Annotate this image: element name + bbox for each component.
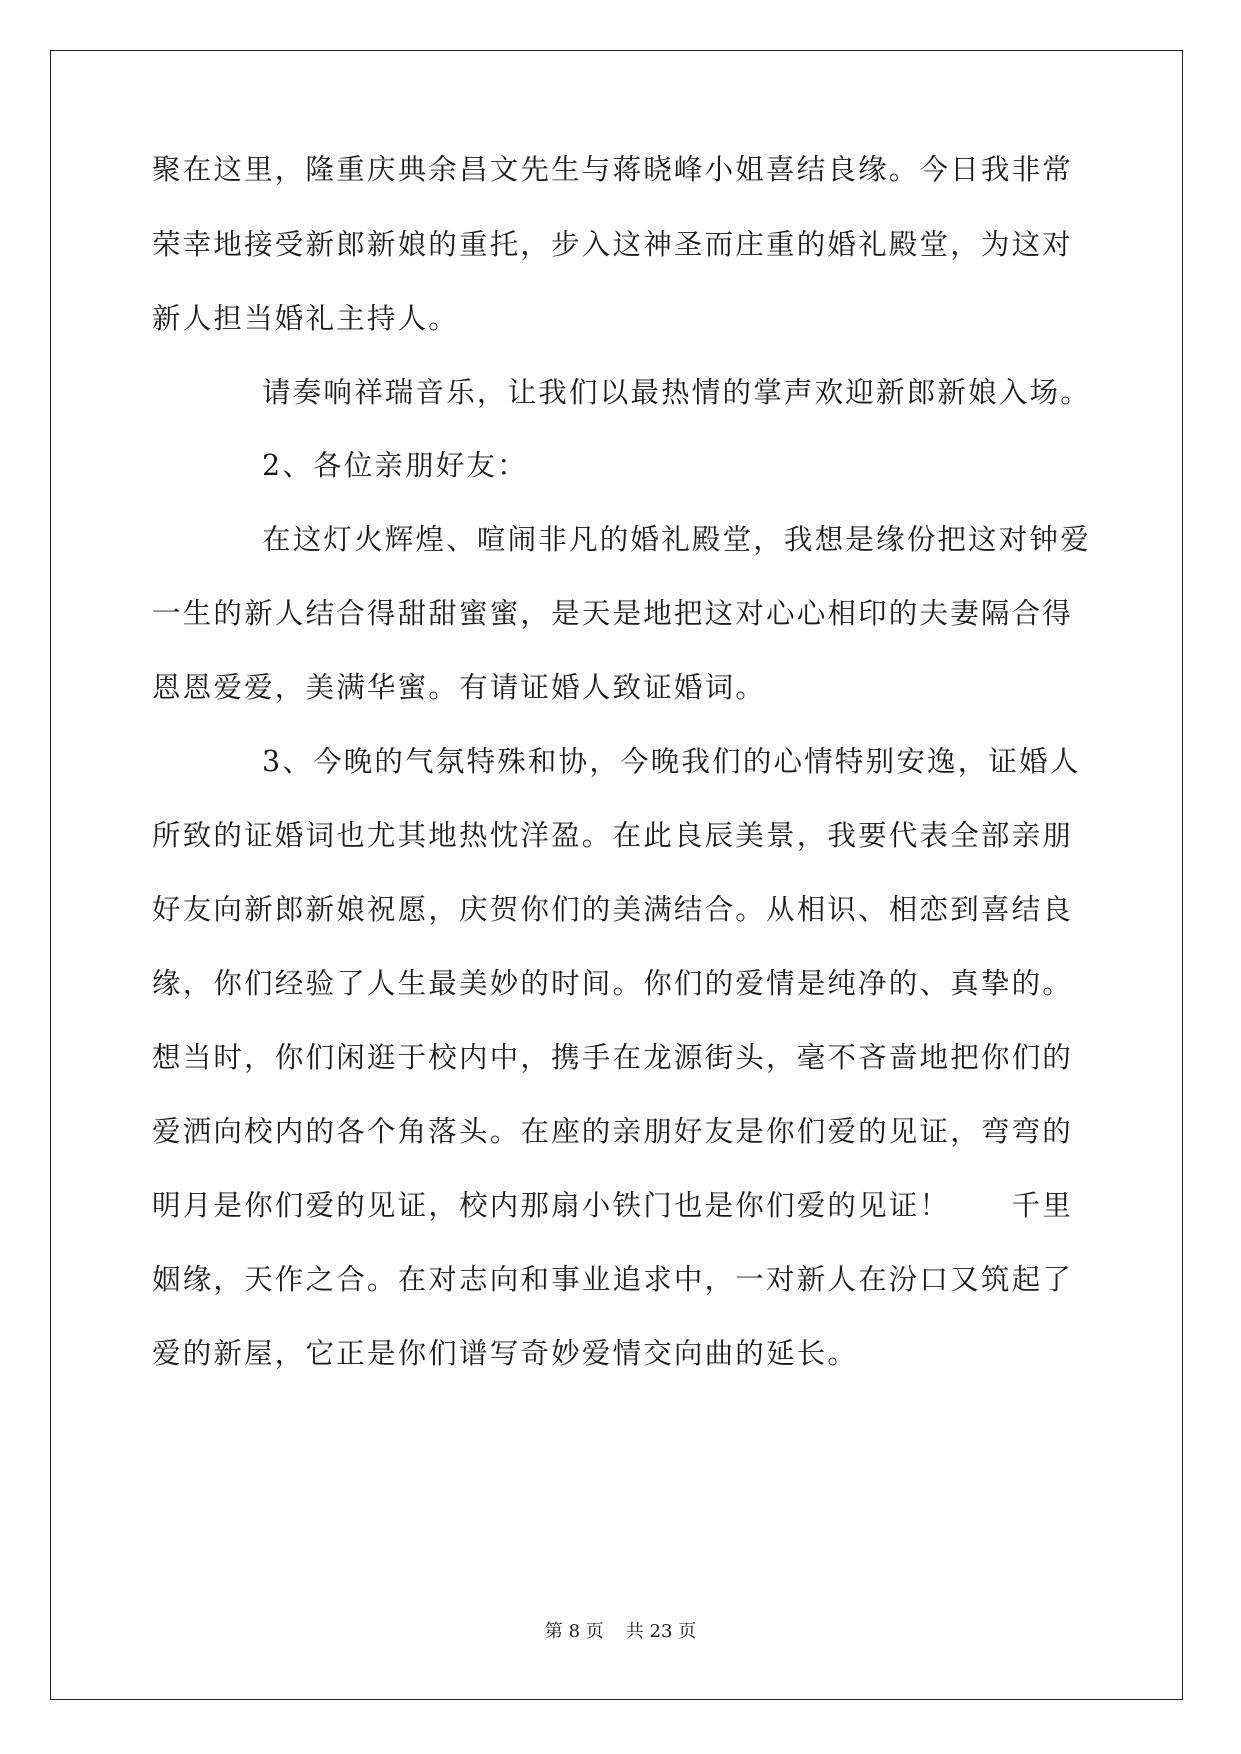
- text-line: 爱的新屋，它正是你们谱写奇妙爱情交向曲的延长。: [152, 1337, 859, 1370]
- text-line: 爱洒向校内的各个角落头。在座的亲朋好友是你们爱的见证，弯弯的: [152, 1115, 1074, 1148]
- page-border: [50, 50, 1183, 1700]
- text-line: 3、今晚的气氛特殊和协，今晚我们的心情特别安逸，证婚人: [262, 745, 1081, 778]
- text-line: 所致的证婚词也尤其地热忱洋盈。在此良辰美景，我要代表全部亲朋: [152, 819, 1074, 852]
- text-line: 一生的新人结合得甜甜蜜蜜，是天是地把这对心心相印的夫妻隔合得: [152, 597, 1074, 630]
- text-line: 明月是你们爱的见证，校内那扇小铁门也是你们爱的见证！ 千里: [152, 1189, 1074, 1222]
- page-number: 第 8 页: [544, 1621, 604, 1642]
- page-total: 共 23 页: [625, 1621, 697, 1642]
- text-line: 恩恩爱爱，美满华蜜。有请证婚人致证婚词。: [152, 671, 767, 704]
- text-line: 2、各位亲朋好友：: [262, 449, 528, 482]
- text-line: 在这灯火辉煌、喧闹非凡的婚礼殿堂，我想是缘份把这对钟爱: [262, 523, 1091, 556]
- text-line: 姻缘，天作之合。在对志向和事业追求中，一对新人在汾口又筑起了: [152, 1263, 1074, 1296]
- page-footer: [0, 1621, 1241, 1643]
- text-line: 聚在这里，隆重庆典余昌文先生与蒋晓峰小姐喜结良缘。今日我非常: [152, 153, 1074, 186]
- text-line: 想当时，你们闲逛于校内中，携手在龙源街头，毫不吝啬地把你们的: [152, 1041, 1074, 1074]
- text-line: 请奏响祥瑞音乐，让我们以最热情的掌声欢迎新郎新娘入场。: [262, 376, 1091, 409]
- text-line: 缘，你们经验了人生最美妙的时间。你们的爱情是纯净的、真挚的。: [152, 967, 1074, 1000]
- text-line: 荣幸地接受新郎新娘的重托，步入这神圣而庄重的婚礼殿堂，为这对: [152, 228, 1074, 261]
- text-line: 新人担当婚礼主持人。: [152, 302, 460, 335]
- text-line: 好友向新郎新娘祝愿，庆贺你们的美满结合。从相识、相恋到喜结良: [152, 893, 1074, 926]
